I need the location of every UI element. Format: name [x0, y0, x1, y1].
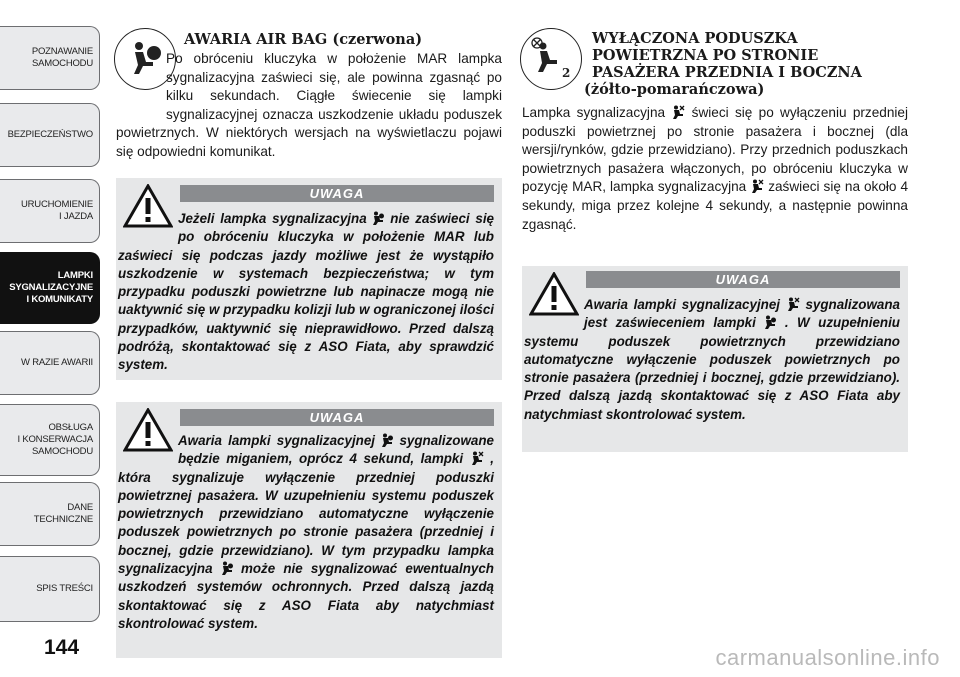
- tab-spis-tresci[interactable]: SPIS TREŚCI: [0, 556, 100, 622]
- tab-obsluga-i-konserwacja[interactable]: OBSŁUGA I KONSERWACJA SAMOCHODU: [0, 404, 100, 476]
- tab-poznawanie-samochodu[interactable]: POZNAWANIE SAMOCHODU: [0, 26, 100, 90]
- section-title-passenger-airbag-off: WYŁĄCZONA PODUSZKA POWIETRZNA PO STRONIE PASAŻERA PRZEDNIA I BOCZNA (żółto-pomarańczowa): [584, 30, 862, 98]
- warning-box-3: [522, 266, 908, 452]
- passenger-airbag-off-mini-icon: [786, 297, 800, 311]
- airbag-mini-icon: [764, 315, 776, 329]
- watermark: carmanualsonline.info: [715, 645, 940, 670]
- tab-lampki-sygnalizacyjne[interactable]: LAMPKI SYGNALIZACYJNE I KOMUNIKATY: [0, 252, 100, 324]
- passenger-airbag-off-mini-icon: [671, 105, 685, 119]
- passenger-airbag-off-mini-icon: [750, 179, 764, 193]
- airbag-failure-description: Po obróceniu kluczyka w położenie MAR lampka sygnalizacyjna zaświeci się, ale powinna zgasnąć po kilku sekundach. Ciągłe świecenie się lampki sygnalizacyjnej oznacza uszkodzenie układu poduszek powietrznych. W niektórych wersjach na wyświetlaczu pojawi się odpowiedni komunikat.: [116, 51, 502, 159]
- section-title-airbag-failure: AWARIA AIR BAG (czerwona): [184, 31, 423, 48]
- passenger-airbag-off-description: Lampka sygnalizacyjna świeci się po wyłączeniu przedniej poduszki powietrznej po stronie pasażera i bocznej (dla wersji/rynków, gdzie przewidziano). Przy przednich poduszkach powietrznych pasażera włączonych, po obróceniu kluczyka w pozycję MAR, lampka sygnalizacyjna zaświeci się na około 4 sekundy, miga przez kolejne 4 sekundy, a następnie powinna zgasnąć.: [522, 105, 909, 232]
- passenger-airbag-off-lamp-icon: [520, 28, 582, 90]
- airbag-mini-icon: [381, 433, 393, 447]
- airbag-mini-icon: [372, 211, 384, 225]
- warning-box-1: [116, 178, 502, 380]
- warning-text-3: Awaria lampki sygnalizacyjnej sygnalizowana jest zaświeceniem lampki . W uzupełnieniu systemu poduszek powietrznych przewidziano automatyczne wyłączenie poduszek powietrznych po stronie pasażera (przedniej i bocznej, gdzie przewidziano). Przed dalszą jazdą skontaktować się z ASO Fiata aby natychmiast skontrolować system.: [524, 297, 900, 422]
- page-number: 144: [44, 636, 80, 659]
- tab-bezpieczenstwo[interactable]: BEZPIECZEŃSTWO: [0, 103, 100, 167]
- airbag-mini-icon: [221, 561, 233, 575]
- warning-text-2: Awaria lampki sygnalizacyjnej sygnalizowane będzie miganiem, oprócz 4 sekund, lampki , która sygnalizuje wyłączenie przedniej poduszki powietrznej pasażera. W uzupełnieniu systemu poduszek powietrznych przewidziano automatyczne wyłączenie poduszek powietrznych po stronie pasażera (przedniej i bocznej, gdzie przewidziano). W tym przypadku lampka sygnalizacyjna może nie sygnalizować ewentualnych uszkodzeń systemów ochronnych. Przed dalszą jazdą skontaktować się z ASO Fiata aby natychmiast skontrolować system.: [118, 433, 494, 631]
- passenger-airbag-off-mini-icon: [470, 451, 484, 465]
- tab-w-razie-awarii[interactable]: W RAZIE AWARII: [0, 331, 100, 395]
- warning-header: UWAGA: [180, 185, 494, 202]
- chapter-sidebar: [0, 0, 104, 677]
- tab-uruchomienie-i-jazda[interactable]: URUCHOMIENIE I JAZDA: [0, 179, 100, 243]
- warning-header: UWAGA: [586, 271, 900, 288]
- warning-box-2: [116, 402, 502, 658]
- svg-text:2: 2: [562, 66, 571, 80]
- tab-dane-techniczne[interactable]: DANE TECHNICZNE: [0, 482, 100, 546]
- warning-header: UWAGA: [180, 409, 494, 426]
- warning-text-1: Jeżeli lampka sygnalizacyjna nie zaświeci się po obróceniu kluczyka w położenie MAR lub zaświeci się podczas jazdy możliwe jest że wystąpiło uszkodzenie w systemach bezpieczeństwa; w tym przypadku poduszki powietrzne lub napinacze mogą nie uaktywnić się w przypadku kolizji lub w ograniczonej ilości przypadków, uaktywnić się nieprawidłowo. Przed dalszą podróżą, skontaktować się z ASO Fiata, aby sprawdzić system.: [118, 211, 494, 373]
